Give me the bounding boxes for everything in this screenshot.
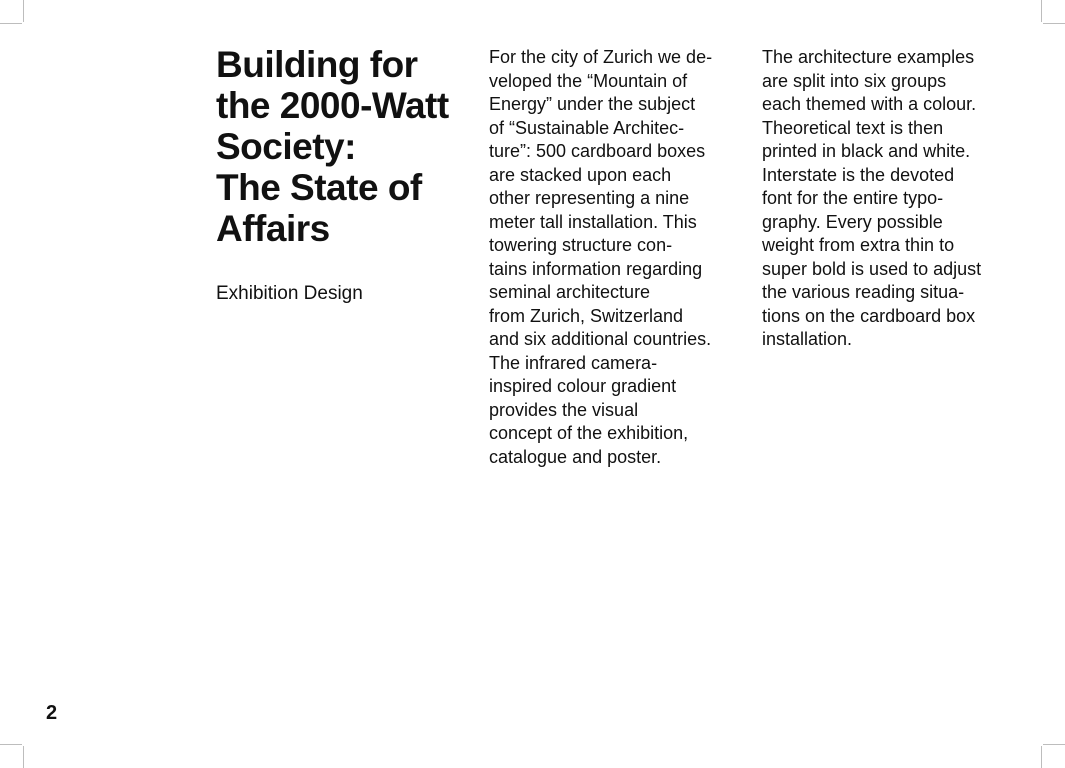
body-line: meter tall installation. This [489, 211, 697, 232]
body-line: installation. [762, 329, 853, 349]
body-line: of “Sustainable Architec- [489, 117, 685, 138]
body-line: Energy” under the subject [489, 94, 696, 114]
crop-mark-top-left-horizontal [0, 23, 22, 24]
body-line: each themed with a colour. [762, 94, 977, 114]
crop-mark-top-left [23, 0, 24, 22]
page-title [216, 44, 474, 249]
title-line: Affairs [216, 208, 330, 249]
body-line: graphy. Every possible [762, 211, 943, 232]
body-line: and six additional countries. [489, 329, 712, 349]
body-line: tains information regarding [489, 258, 703, 279]
body-line: inspired colour gradient [489, 376, 677, 396]
body-line: font for the entire typo- [762, 188, 944, 208]
body-line: ture”: 500 cardboard boxes [489, 141, 706, 161]
body-line: super bold is used to adjust [762, 258, 982, 279]
crop-mark-top-right [1041, 0, 1042, 22]
body-line: are stacked upon each [489, 164, 672, 185]
body-line: concept of the exhibition, [489, 423, 689, 443]
crop-mark-top-right-horizontal [1043, 23, 1065, 24]
body-line: towering structure con- [489, 235, 673, 255]
body-column-2 [762, 46, 1052, 352]
page-number: 2 [46, 702, 58, 724]
body-line: are split into six groups [762, 70, 947, 91]
body-line: from Zurich, Switzerland [489, 305, 684, 326]
body-line: The infrared camera- [489, 352, 658, 373]
body-line: the various reading situa- [762, 282, 965, 302]
title-line: The State of [216, 167, 422, 208]
body-line: provides the visual [489, 399, 639, 420]
body-line: Theoretical text is then [762, 117, 944, 138]
body-line: The architecture examples [762, 47, 975, 67]
body-line: For the city of Zurich we de- [489, 47, 713, 67]
crop-mark-bottom-right [1041, 746, 1042, 768]
body-line: veloped the “Mountain of [489, 70, 688, 91]
title-line: Building for [216, 44, 418, 85]
crop-mark-bottom-right-horizontal [1043, 744, 1065, 745]
body-line: tions on the cardboard box [762, 305, 976, 326]
body-line: catalogue and poster. [489, 446, 662, 467]
subtitle: Exhibition Design [216, 283, 363, 304]
title-line: Society: [216, 126, 356, 167]
body-line: weight from extra thin to [762, 235, 955, 255]
crop-mark-bottom-left-horizontal [0, 744, 22, 745]
body-line: other representing a nine [489, 188, 690, 208]
body-line: Interstate is the devoted [762, 164, 955, 185]
title-line: the 2000-Watt [216, 85, 449, 126]
body-line: seminal architecture [489, 282, 651, 302]
body-column-1 [489, 46, 751, 469]
crop-mark-bottom-left [23, 746, 24, 768]
body-line: printed in black and white. [762, 141, 971, 161]
